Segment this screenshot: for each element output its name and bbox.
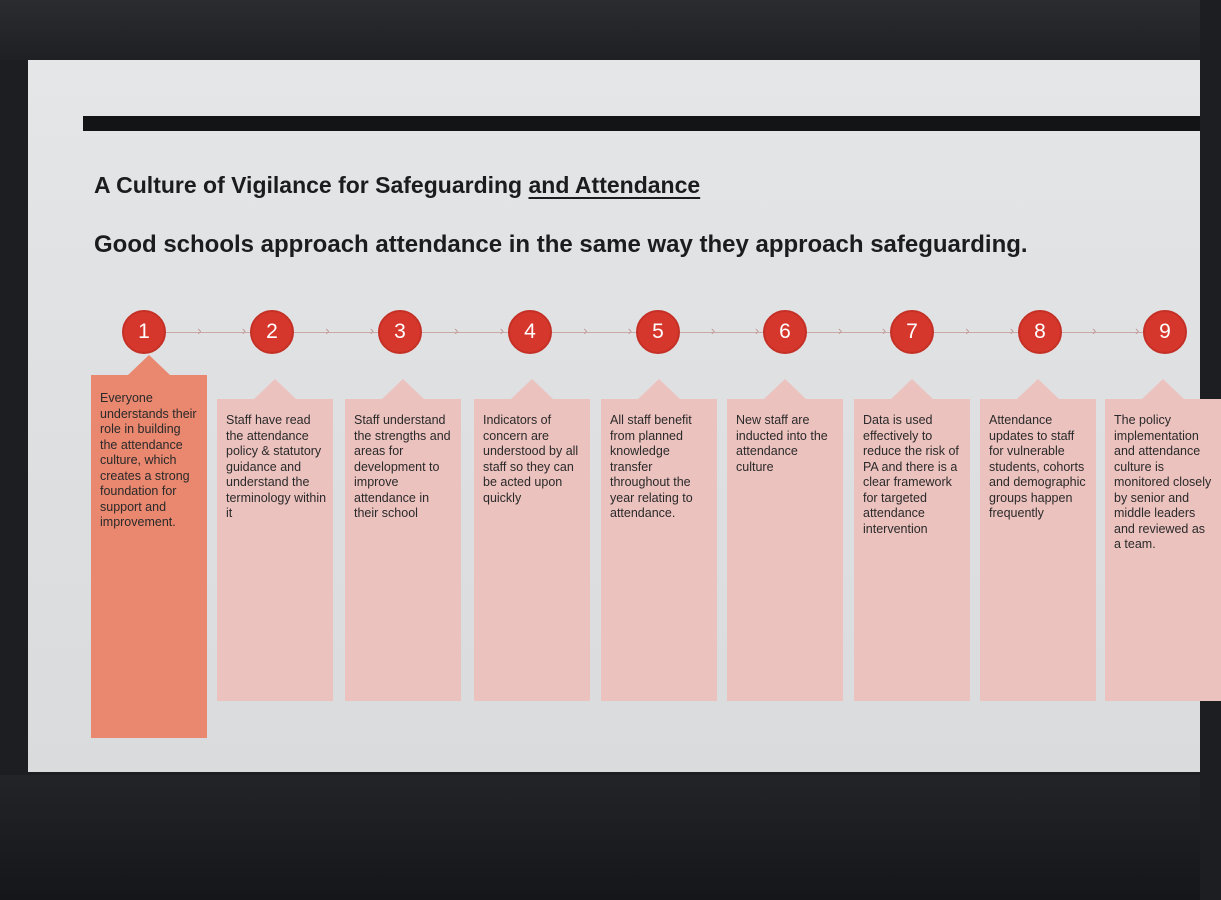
step-number-badge: 7 xyxy=(890,310,934,354)
chevron-right-icon: › xyxy=(499,323,505,338)
flow-connector xyxy=(166,332,250,333)
chevron-right-icon: › xyxy=(454,323,459,338)
step-text: All staff benefit from planned knowledge transfer throughout the year relating to attendance. xyxy=(610,413,693,520)
slide-subtitle: Good schools approach attendance in the same way they approach safeguarding. xyxy=(94,231,1028,258)
chevron-right-icon: › xyxy=(1009,323,1015,338)
step-number-badge: 2 xyxy=(250,310,294,354)
chevron-right-icon: › xyxy=(710,323,716,338)
flow-connector xyxy=(294,332,378,333)
step-text: Attendance updates to staff for vulnerable students, cohorts and demographic groups happen frequently xyxy=(989,413,1086,520)
step-card xyxy=(217,399,333,701)
flow-connector xyxy=(422,332,508,333)
process-flow xyxy=(28,60,1212,772)
chevron-right-icon: › xyxy=(754,323,760,338)
step-number-badge: 9 xyxy=(1143,310,1187,354)
step-text: Everyone understands their role in building the attendance culture, which creates a strong foundation for support and improvement. xyxy=(100,391,197,529)
chevron-right-icon: › xyxy=(837,323,843,338)
step-card xyxy=(345,399,461,701)
step-card xyxy=(854,399,970,701)
step-card xyxy=(91,375,207,738)
flow-connector xyxy=(934,332,1018,333)
step-number-badge: 3 xyxy=(378,310,422,354)
flow-connector xyxy=(680,332,763,333)
chevron-right-icon: › xyxy=(325,323,330,338)
step-card xyxy=(1105,399,1221,701)
chevron-right-icon: › xyxy=(197,323,202,338)
chevron-right-icon: › xyxy=(881,323,887,338)
monitor-bezel-bottom xyxy=(0,775,1200,900)
chevron-right-icon: › xyxy=(965,323,970,338)
chevron-right-icon: › xyxy=(241,323,247,338)
chevron-right-icon: › xyxy=(627,323,633,338)
slide-title-text: A Culture of Vigilance for Safeguarding xyxy=(94,172,529,198)
flow-connector xyxy=(552,332,636,333)
step-number-badge: 5 xyxy=(636,310,680,354)
step-text: Indicators of concern are understood by all staff so they can be acted upon quickly xyxy=(483,413,579,505)
chevron-right-icon: › xyxy=(1134,323,1140,338)
step-card xyxy=(601,399,717,701)
step-number-badge: 6 xyxy=(763,310,807,354)
step-number-badge: 8 xyxy=(1018,310,1062,354)
monitor-bezel-top xyxy=(0,0,1200,60)
step-card xyxy=(727,399,843,701)
step-text: Staff have read the attendance policy & statutory guidance and understand the terminology within it xyxy=(226,413,327,520)
step-number-badge: 1 xyxy=(122,310,166,354)
chevron-right-icon: › xyxy=(583,323,588,338)
flow-connector xyxy=(807,332,890,333)
step-text: Staff understand the strengths and areas for development to improve attendance in their school xyxy=(354,413,451,520)
step-number-badge: 4 xyxy=(508,310,552,354)
presentation-slide xyxy=(28,60,1212,772)
step-text: Data is used effectively to reduce the risk of PA and there is a clear framework for targeted attendance intervention xyxy=(863,413,959,536)
chevron-right-icon: › xyxy=(369,323,375,338)
step-text: The policy implementation and attendance culture is monitored closely by senior and middle leaders and reviewed as a team. xyxy=(1114,413,1212,551)
chevron-right-icon: › xyxy=(1092,323,1097,338)
step-text: New staff are inducted into the attendance culture xyxy=(736,413,828,474)
slide-title-underlined: and Attendance xyxy=(528,172,701,198)
step-card xyxy=(980,399,1096,701)
flow-connector xyxy=(1062,332,1143,333)
step-card xyxy=(474,399,590,701)
